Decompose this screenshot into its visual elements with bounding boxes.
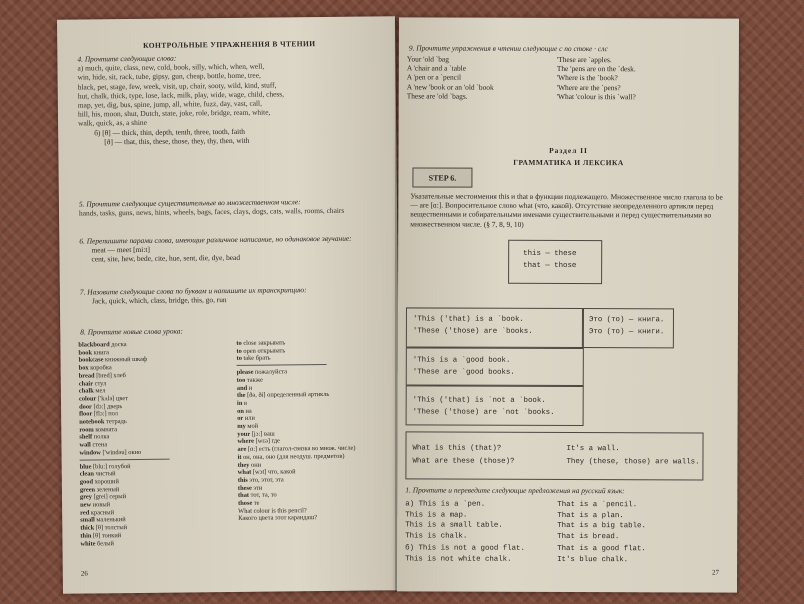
vocab-item: please пожалуйста (236, 368, 288, 377)
exercise-1-a-left (405, 499, 503, 542)
sentence: This is a small table. (405, 521, 503, 530)
exercise-4-words (77, 61, 382, 129)
vocab-item: to take брать (236, 354, 271, 363)
sentence: a) This is a `pen. (405, 500, 486, 509)
vocab-item: good хороший (79, 478, 119, 486)
phrase-line: These are 'old `bags. (406, 91, 468, 101)
translation-line: Это (то) — книги. (588, 328, 665, 337)
vocab-item: colour ['kʌlə] цвет (78, 394, 129, 403)
pairs-box (508, 240, 602, 284)
vocab-column-2 (236, 338, 388, 523)
vocab-item: window ['windəu] окно (79, 448, 142, 457)
phrase-line: 'These are `apples. (556, 54, 612, 65)
translation-line: Это (то) — книга. (588, 316, 665, 325)
exercise-9-right (557, 55, 636, 101)
answer-line: They (these, those) are walls. (566, 457, 700, 467)
example-line: 'These are `good books. (412, 368, 515, 377)
word-line: hill, his, moon, shut, Dutch, state, joke, role, bridge, ream, white, (77, 107, 271, 119)
left-page (57, 16, 401, 594)
answer-line: It's a wall. (566, 444, 620, 454)
vocab-item: box коробка (78, 364, 112, 372)
step-label: STEP 6. (412, 167, 472, 187)
exercise-1-a-right (557, 500, 646, 543)
sentence: This is not white chalk. (405, 555, 512, 564)
vocab-item: What colour is this pencil? (238, 506, 307, 515)
pair-line: this — these (523, 249, 577, 259)
vocab-item: blackboard доска (78, 341, 127, 349)
vocab-item: new новый (80, 501, 111, 509)
exercise-4 (77, 51, 382, 146)
exercise-7-heading: 7. Назовите следующие слова по буквам и напишите их транскрипцию: (79, 285, 307, 297)
example-box-2 (406, 347, 584, 386)
vocab-item: my мой (237, 422, 259, 430)
phrase-line: 'Where is the `book? (556, 73, 618, 83)
example-line: 'This is a `good book. (412, 356, 511, 365)
exercise-8-heading-text: 8. Прочтите новые слова урока: (80, 326, 183, 337)
exercise-9-left (407, 54, 494, 100)
vocab-item: blue [blu:] голубой (79, 462, 131, 471)
example-box-3 (406, 385, 584, 426)
example-line: 'This ('that) is a `book. (412, 315, 524, 324)
vocab-item: this это, этот, эта (237, 476, 284, 484)
vocab-item: these эти (237, 484, 263, 492)
exercise-4-b1: б) [θ] — thick, thin, depth, tenth, three, tooth, faith (94, 126, 246, 138)
vocab-item: bread [bred] хлеб (78, 371, 126, 380)
vocab-item: green зеленый (79, 485, 120, 494)
vocab-item: bookcase книжный шкаф (78, 356, 148, 364)
exercise-1-b-left (405, 543, 525, 565)
exercise-8-heading (80, 324, 384, 336)
sentence: That is a good flat. (557, 544, 646, 554)
vocab-item: door [dɔ:] дверь (79, 402, 123, 411)
vocab-item: in в (236, 399, 248, 407)
question-line: What is this (that)? (412, 444, 502, 453)
phrase-line: 'Where are the `pens? (556, 82, 621, 92)
example-line: 'This ('that) is `not a `book. (412, 396, 546, 405)
vocab-item: those те (238, 499, 260, 507)
divider (80, 458, 170, 460)
exercise-5 (79, 196, 383, 218)
phrase-line: Your 'old `bag (406, 54, 449, 64)
phrase-line: A 'pen or a `pencil (406, 72, 462, 83)
divider (237, 364, 327, 366)
grammar-note: Указательные местоимения this и that в функции подлежащего. Множественное число глагола to be — are [ɑ:]. Вопросительное слово what (что, какой). Отсутствие неопределенного артикля перед вещественными и собирательными именами существительными и перед существительными во множественном числе. (§ 7, 8, 9, 10) (410, 191, 723, 229)
question-line: What are these (those)? (412, 457, 515, 466)
vocab-item: floor [flɔ:] пол (79, 410, 119, 418)
right-page (397, 17, 739, 592)
exercise-6-heading: 6. Перепишите парами слова, имеющие различное написание, но одинаковое звучание: (79, 233, 352, 246)
page-number: 27 (712, 568, 720, 577)
exercise-1-b-right (557, 544, 646, 565)
example-box-1-translation (582, 308, 674, 348)
vocab-item: to close закрывать (236, 339, 286, 347)
vocab-item: thick [θ] толстый (80, 524, 128, 532)
word-line: a) much, quite, class, new, cold, book, silly, which, when, well, (77, 61, 265, 73)
sentence: This is a map. (405, 511, 468, 520)
exercise-7 (80, 284, 384, 306)
phrase-line: 'What 'colour is this `wall? (556, 91, 636, 102)
vocab-item: small маленький (80, 516, 126, 525)
example-box-1 (406, 307, 584, 348)
vocab-column-1 (78, 341, 170, 548)
vocab-item: chair стул (78, 379, 107, 388)
section-title: Раздел II (549, 145, 588, 156)
vocab-item: red красный (80, 508, 115, 517)
phrase-line: A 'new 'book or an 'old `book (406, 82, 494, 92)
vocab-item: or или (237, 415, 255, 423)
sentence: That is a plan. (557, 511, 624, 520)
sentence: That is a big table. (557, 522, 646, 531)
phrase-line: The 'pens are on the `desk. (556, 64, 636, 74)
vocab-item: shelf полка (79, 433, 110, 442)
sentence: That is bread. (557, 532, 620, 541)
sentence: It's blue chalk. (557, 555, 629, 564)
vocab-item: are [ɑ:] есть (глагол-связка во множ. числе) (237, 444, 356, 454)
word-line: map, yet, dig, bus, spine, jump, all, white, fuzz, day, vast, call, (77, 98, 262, 110)
vocab-item: thin [θ] тонкий (80, 532, 122, 540)
page-title: КОНТРОЛЬНЫЕ УПРАЖНЕНИЯ В ЧТЕНИИ (143, 39, 316, 50)
exercise-6-line-1: meat — meet [mi:t] (91, 245, 150, 255)
vocab-item: it он, она, оно (для неодуш. предметов) (237, 452, 345, 461)
vocab-item: room комната (79, 425, 118, 434)
vocab-item: notebook тетрадь (79, 418, 127, 426)
example-line: 'These ('those) are `not `books. (412, 408, 555, 417)
sentence: This is chalk. (405, 532, 468, 541)
vocab-item: book книга (78, 348, 110, 357)
section-subtitle: ГРАММАТИКА И ЛЕКСИКА (513, 157, 624, 168)
vocab-item: the [ðə, ði] определенный артикль (236, 391, 330, 400)
vocab-item: and и (236, 384, 253, 392)
vocab-item: that тот, та, то (237, 491, 277, 500)
page-number: 26 (80, 569, 88, 578)
word-line: win, hide, sit, rack, tube, gipsy, gun, cheap, bottle, home, tree, (77, 71, 261, 82)
word-line: walk, quick, as, a shine (78, 118, 147, 128)
vocab-item: too также (236, 376, 263, 384)
exercise-6-line-2: cent, site, hew, bede, cite, hue, sent, die, dye, bead (91, 253, 241, 264)
word-line: black, pet, stage, few, week, visit, up, chair, sooty, wild, kind, stuff, (77, 80, 277, 92)
exercise-6 (79, 233, 383, 264)
question-answer-box (405, 431, 703, 480)
vocab-item: grey [grei] серый (79, 493, 127, 501)
vocab-item: what [wɔt] что, какой (237, 468, 296, 477)
example-line: 'These ('those) are `books. (412, 327, 533, 336)
vocab-item: they они (237, 461, 262, 469)
vocab-item: chalk мел (78, 387, 106, 395)
vocab-item: where [wɛə] где (237, 437, 281, 446)
exercise-5-heading: 5. Прочтите следующие существительные во множественном числе: (78, 197, 301, 209)
vocab-item: wall стена (79, 441, 108, 449)
exercise-5-body: hands, tasks, guns, news, hints, wheels, bags, faces, clays, dogs, cats, walls, rooms, chairs (78, 205, 345, 218)
vocab-item: on на (237, 407, 252, 415)
vocab-item: Какого цвета этот карандаш? (238, 514, 318, 523)
vocab-item: your [jɔ:] ваш (237, 430, 275, 438)
pair-line: that — those (523, 261, 577, 271)
phrase-line: A 'chair and a `table (406, 63, 467, 73)
exercise-9-heading: 9. Прочтите упражнения в чтении следующие с по стоке · слс (408, 43, 608, 54)
vocab-item: to open открывать (236, 347, 286, 355)
exercise-7-body: Jack, quick, which, class, bridge, this, go, run (91, 295, 227, 306)
exercise-4-heading: 4. Прочтите следующие слова: (77, 53, 177, 64)
vocab-item: clean чистый (79, 470, 116, 478)
sentence: That is a `pencil. (557, 500, 638, 510)
exercise-1-heading: 1. Прочтите и переведите следующие предложения на русский язык: (405, 485, 625, 496)
exercise-4-b2: [ð] — that, this, these, those, they, thy, then, with (104, 135, 250, 147)
vocab-item: white белый (80, 539, 114, 548)
word-line: hut, chalk, thick, type, lose, lack, milk, play, wide, wage, child, chess, (77, 89, 285, 101)
sentence: б) This is not a good flat. (405, 544, 525, 553)
